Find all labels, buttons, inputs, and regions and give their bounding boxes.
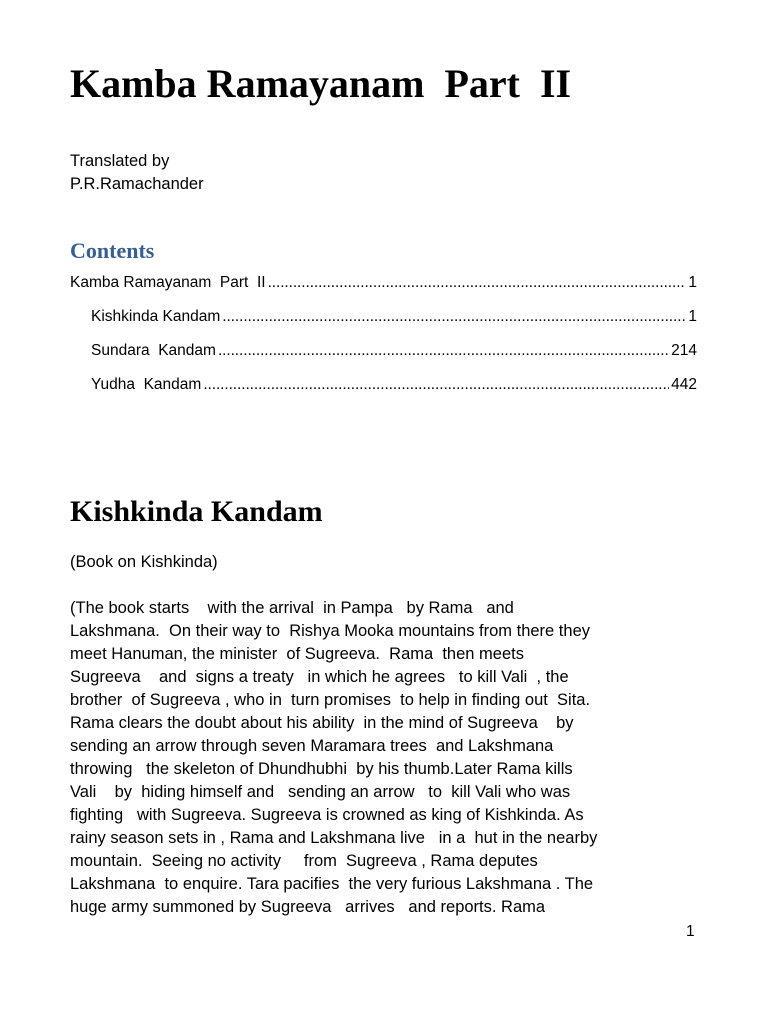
body-line: throwing the skeleton of Dhundhubhi by his thumb.Later Rama kills <box>70 760 573 778</box>
body-line: Rama clears the doubt about his ability in the mind of Sugreeva by <box>70 714 574 732</box>
toc-entry-page: 1 <box>688 274 697 291</box>
toc-entry-kishkinda-kandam[interactable] <box>70 300 697 334</box>
contents-heading: Contents <box>70 238 155 263</box>
document-title: Kamba Ramayanam Part II <box>70 61 572 106</box>
table-of-contents <box>70 266 697 402</box>
body-line: sending an arrow through seven Maramara trees and Lakshmana <box>70 737 554 755</box>
toc-dot-leader <box>203 368 669 402</box>
toc-entry-yudha-kandam[interactable] <box>70 368 697 402</box>
body-line: fighting with Sugreeva. Sugreeva is crowned as king of Kishkinda. As <box>70 806 584 824</box>
body-line: mountain. Seeing no activity from Sugreeva , Rama deputes <box>70 852 538 870</box>
toc-entry-page: 1 <box>688 308 697 325</box>
body-line: huge army summoned by Sugreeva arrives and reports. Rama <box>70 898 546 916</box>
toc-entry-label: Yudha Kandam <box>91 376 202 393</box>
section-heading: Kishkinda Kandam <box>70 495 323 528</box>
body-line: Vali by hiding himself and sending an arrow to kill Vali who was <box>70 783 571 801</box>
body-line: Lakshmana to enquire. Tara pacifies the very furious Lakshmana . The <box>70 875 594 893</box>
body-line: Lakshmana. On their way to Rishya Mooka mountains from there they <box>70 622 590 640</box>
toc-entry-page: 214 <box>671 342 697 359</box>
toc-dot-leader <box>222 300 686 334</box>
section-subtitle: (Book on Kishkinda) <box>70 553 218 571</box>
toc-entry-label: Kamba Ramayanam Part II <box>70 274 266 291</box>
body-line: meet Hanuman, the minister of Sugreeva. Rama then meets <box>70 645 524 663</box>
toc-entry-page: 442 <box>671 376 697 393</box>
toc-entry-part-ii[interactable] <box>70 266 697 300</box>
translator-name: P.R.Ramachander <box>70 175 204 193</box>
translated-by-label: Translated by <box>70 152 170 170</box>
body-line: (The book starts with the arrival in Pampa by Rama and <box>70 599 514 617</box>
toc-dot-leader <box>218 334 669 368</box>
toc-entry-sundara-kandam[interactable] <box>70 334 697 368</box>
body-paragraph <box>70 597 710 919</box>
toc-entry-label: Kishkinda Kandam <box>91 308 221 325</box>
toc-entry-label: Sundara Kandam <box>91 342 216 359</box>
page-number: 1 <box>686 923 695 940</box>
body-line: Sugreeva and signs a treaty in which he agrees to kill Vali , the <box>70 668 569 686</box>
body-line: brother of Sugreeva , who in turn promises to help in finding out Sita. <box>70 691 591 709</box>
toc-dot-leader <box>268 266 687 300</box>
body-line: rainy season sets in , Rama and Lakshmana live in a hut in the nearby <box>70 829 598 847</box>
translator-credit <box>70 150 204 196</box>
